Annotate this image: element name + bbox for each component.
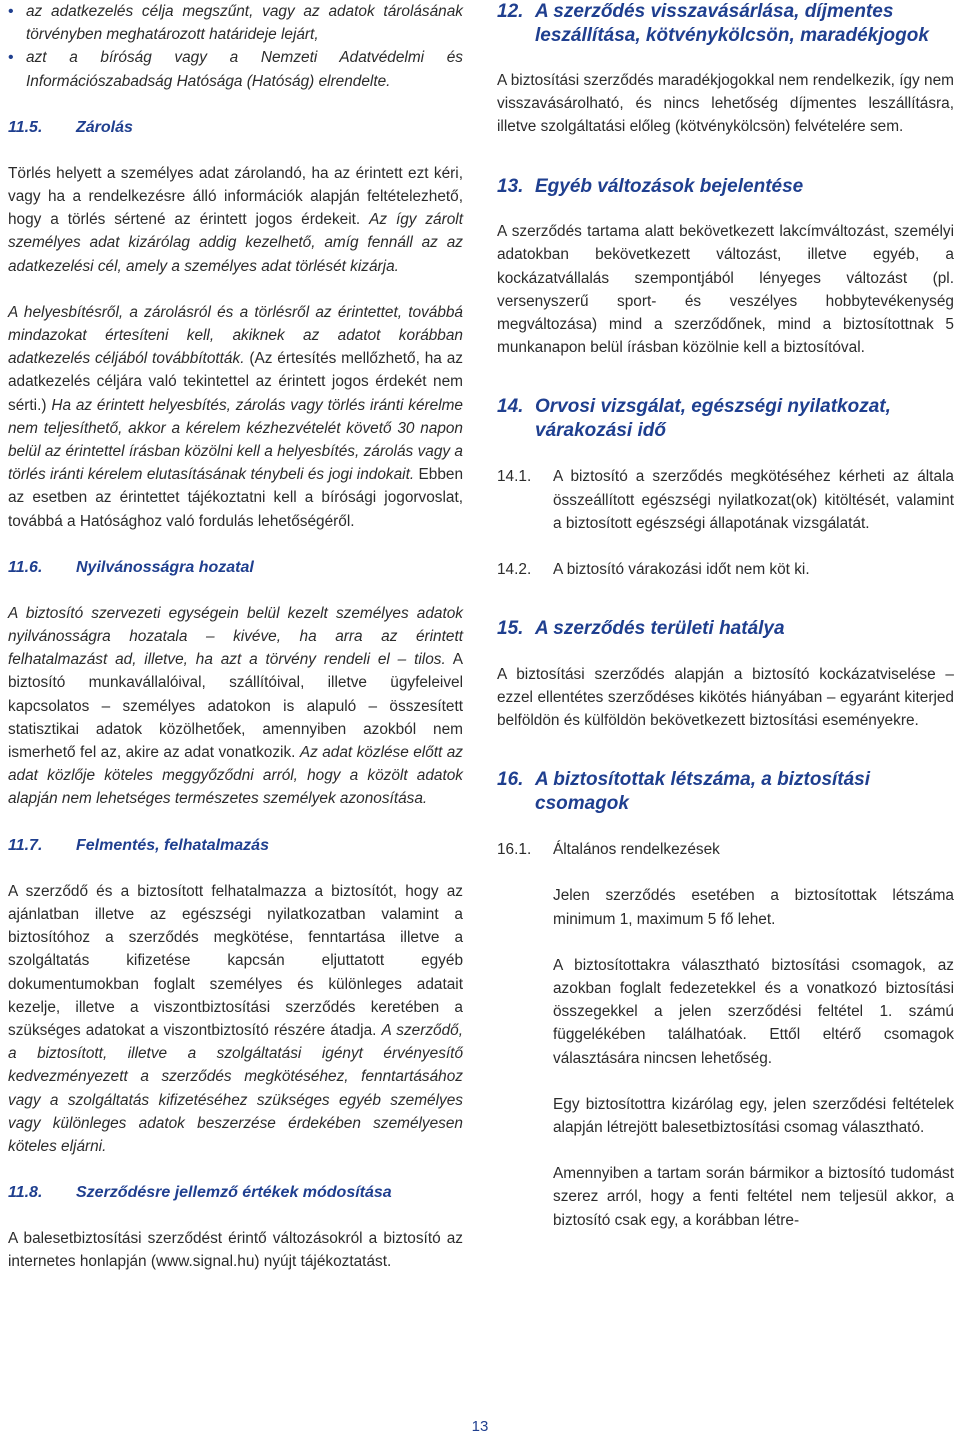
paragraph: A biztosítási szerződés alapján a biztosító kockázatviselése – ezzel ellentétes szerződéses kikötés hiányában – egyaránt kiterjed belföldön és külföldön bekövetkezett biztosítási eseményekre. [497,665,954,730]
paragraph: A szerződés tartama alatt bekövetkezett lakcímváltozást, személyi adatokban bekövetkezett változást, illetve egyéb, a kockázatvállalás szempontjából lényeges változást (pl. versenyszerű sport- és veszélyes hobbytevékenység megváltozása) mind a szerződőnek, mind a biztosítottnak 5 munkanapon belül írásban közölnie kell a biztosítóval. [497,223,954,357]
paragraph: A biztosítási szerződés maradékjogokkal nem rendelkezik, így nem visszavásárolható, és nincs lehetőség díjmentes leszállításra, illetve szolgáltatási előleg (kötvénykölcsön) felvételére sem. [497,72,954,136]
paragraph: Amennyiben a tartam során bármikor a biztosító tudomást szerez arról, hogy a fenti feltétel nem teljesül akkor, a biztosító csak egy, a korábban létre- [553,1165,954,1229]
bullet-icon: • [8,49,14,67]
paragraph: A balesetbiztosítási szerződést érintő változásokról a biztosító az internetes honlapján (www.signal.hu) nyújt tájékoztatást. [8,1230,463,1271]
right-column [497,0,954,1232]
paragraph: Törlés helyett a személyes adat zárolandó, ha az érintett ezt kéri, vagy ha a rendelkezésre álló információk alapján feltételezhető, hogy a törlés sértené az érintett jogos érdekeit. Az így zárolt személyes adat kizárólag addig kezelhető, amíg fennáll az az adatkezelési cél, amely a személyes adat törlését kizárja. [8,164,464,275]
section-heading-11-5: 11.5. Zárolás [8,118,133,136]
list-item: 14.1. A biztosító a szerződés megkötéséhez kérheti az általa összeállított egészségi nyilatkozat(ok) kitöltését, valamint a biztosított egészségi állapotának vizsgálatát. [497,468,954,532]
subsection-heading-16-1: 16.1. Általános rendelkezések [497,841,720,859]
page-number: 13 [471,1418,489,1435]
section-heading-14: 14. Orvosi vizsgálat, egészségi nyilatkozat, várakozási idő [497,396,891,441]
list-item: 14.2. A biztosító várakozási időt nem köt ki. [497,560,810,578]
bullet-item [8,0,463,46]
bullet-item [8,46,463,92]
paragraph: A helyesbítésről, a zárolásról és a törlésről az érintettet, továbbá mindazokat értesíteni kell, akiknek az adatot korábban adatkezelés céljából továbbították. (Az értesítés mellőzhető, ha az adatkezelés céljára való tekintettel az érintett jogos érdekét nem sérti.) Ha az érintett helyesbítés, zárolás vagy törlés iránti kérelme nem teljesíthető, akkor a kérelem kézhezvételét követő 30 napon belül az érintettel írásban közölni kell a helyesbítés, zárolás vagy a törlés iránti kérelem elutasításának ténybeli és jogi indokait. Ebben az esetben az érintettet tájékoztatni kell a bírósági jogorvoslat, továbbá a Hatósághoz való fordulás lehetőségéről. [8,303,464,530]
bullet-text: azt a bíróság vagy a Nemzeti Adatvédelmi és Információszabadság Hatósága (Hatóság) elrendelte. [26,49,463,90]
paragraph: A szerződő és a biztosított felhatalmazza a biztosítót, hogy az ajánlatban illetve az egészségi nyilatkozatban valamint a biztosítóhoz a szerződés megkötése, fenntartása illetve a szolgáltatás kifizetése kapcsán eljuttatott egyéb dokumentumokban foglalt személyes és különleges adatait kezelje, illetve a viszontbiztosítási szerződés keretében a szükséges adatokat a viszontbiztosító részére átadja. A szerződő, a biztosított, illetve a szolgáltatási igényt érvényesítő kedvezményezett a szerződés megkötéséhez, fenntartásához vagy a szolgáltatás kifizetéséhez szükséges egyéb személyes vagy különleges adatok beszerzése érdekében személyesen köteles eljárni. [8,882,463,1155]
section-heading-11-7: 11.7. Felmentés, felhatalmazás [8,836,269,854]
bullet-icon: • [8,3,14,20]
bullet-text: az adatkezelés célja megszűnt, vagy az adatok tárolásának törvényben meghatározott határideje lejárt, [26,3,463,44]
section-heading-11-6: 11.6. Nyilvánosságra hozatal [8,558,254,576]
section-heading-12: 12. A szerződés visszavásárlása, díjmentes leszállítása, kötvénykölcsön, maradékjogok [497,1,929,46]
paragraph: Jelen szerződés esetében a biztosítottak létszáma minimum 1, maximum 5 fő lehet. [553,887,954,928]
section-heading-13: 13. Egyéb változások bejelentése [497,175,804,197]
paragraph: A biztosítottakra választható biztosítási csomagok, az azokban foglalt fedezetekkel és a vonatkozó biztosítási összegekkel a jelen szerződési feltétel 1. számú függelékében találhatóak. Ettől eltérő csomagok választására nincsen lehetőség. [553,956,954,1067]
paragraph: Egy biztosítottra kizárólag egy, jelen szerződési feltételek alapján létrejött balesetbiztosítási csomag választható. [553,1095,954,1137]
section-heading-11-8: 11.8. Szerződésre jellemző értékek módosítása [8,1184,392,1202]
left-column [8,0,463,1274]
section-heading-15: 15. A szerződés területi hatálya [497,618,785,640]
section-heading-16: 16. A biztosítottak létszáma, a biztosítási csomagok [497,769,871,814]
paragraph: A biztosító szervezeti egységein belül kezelt személyes adatok nyilvánosságra hozatala – kivéve, ha arra az érintett felhatalmazást ad, illetve, ha azt a törvény rendeli el – tilos. A biztosító munkavállalóival, szállítóival, illetve ügyfeleivel kapcsolatos – személyes adatokon is alapuló – összesített statisztikai adatok közölhetőek, amennyiben azokból nem ismerhető fel az, akire az adat vonatkozik. Az adat közlése előtt az adat közlője köteles meggyőződni arról, hogy a közölt adatok alapján nem lehetséges természetes személyek azonosítása. [8,604,463,808]
